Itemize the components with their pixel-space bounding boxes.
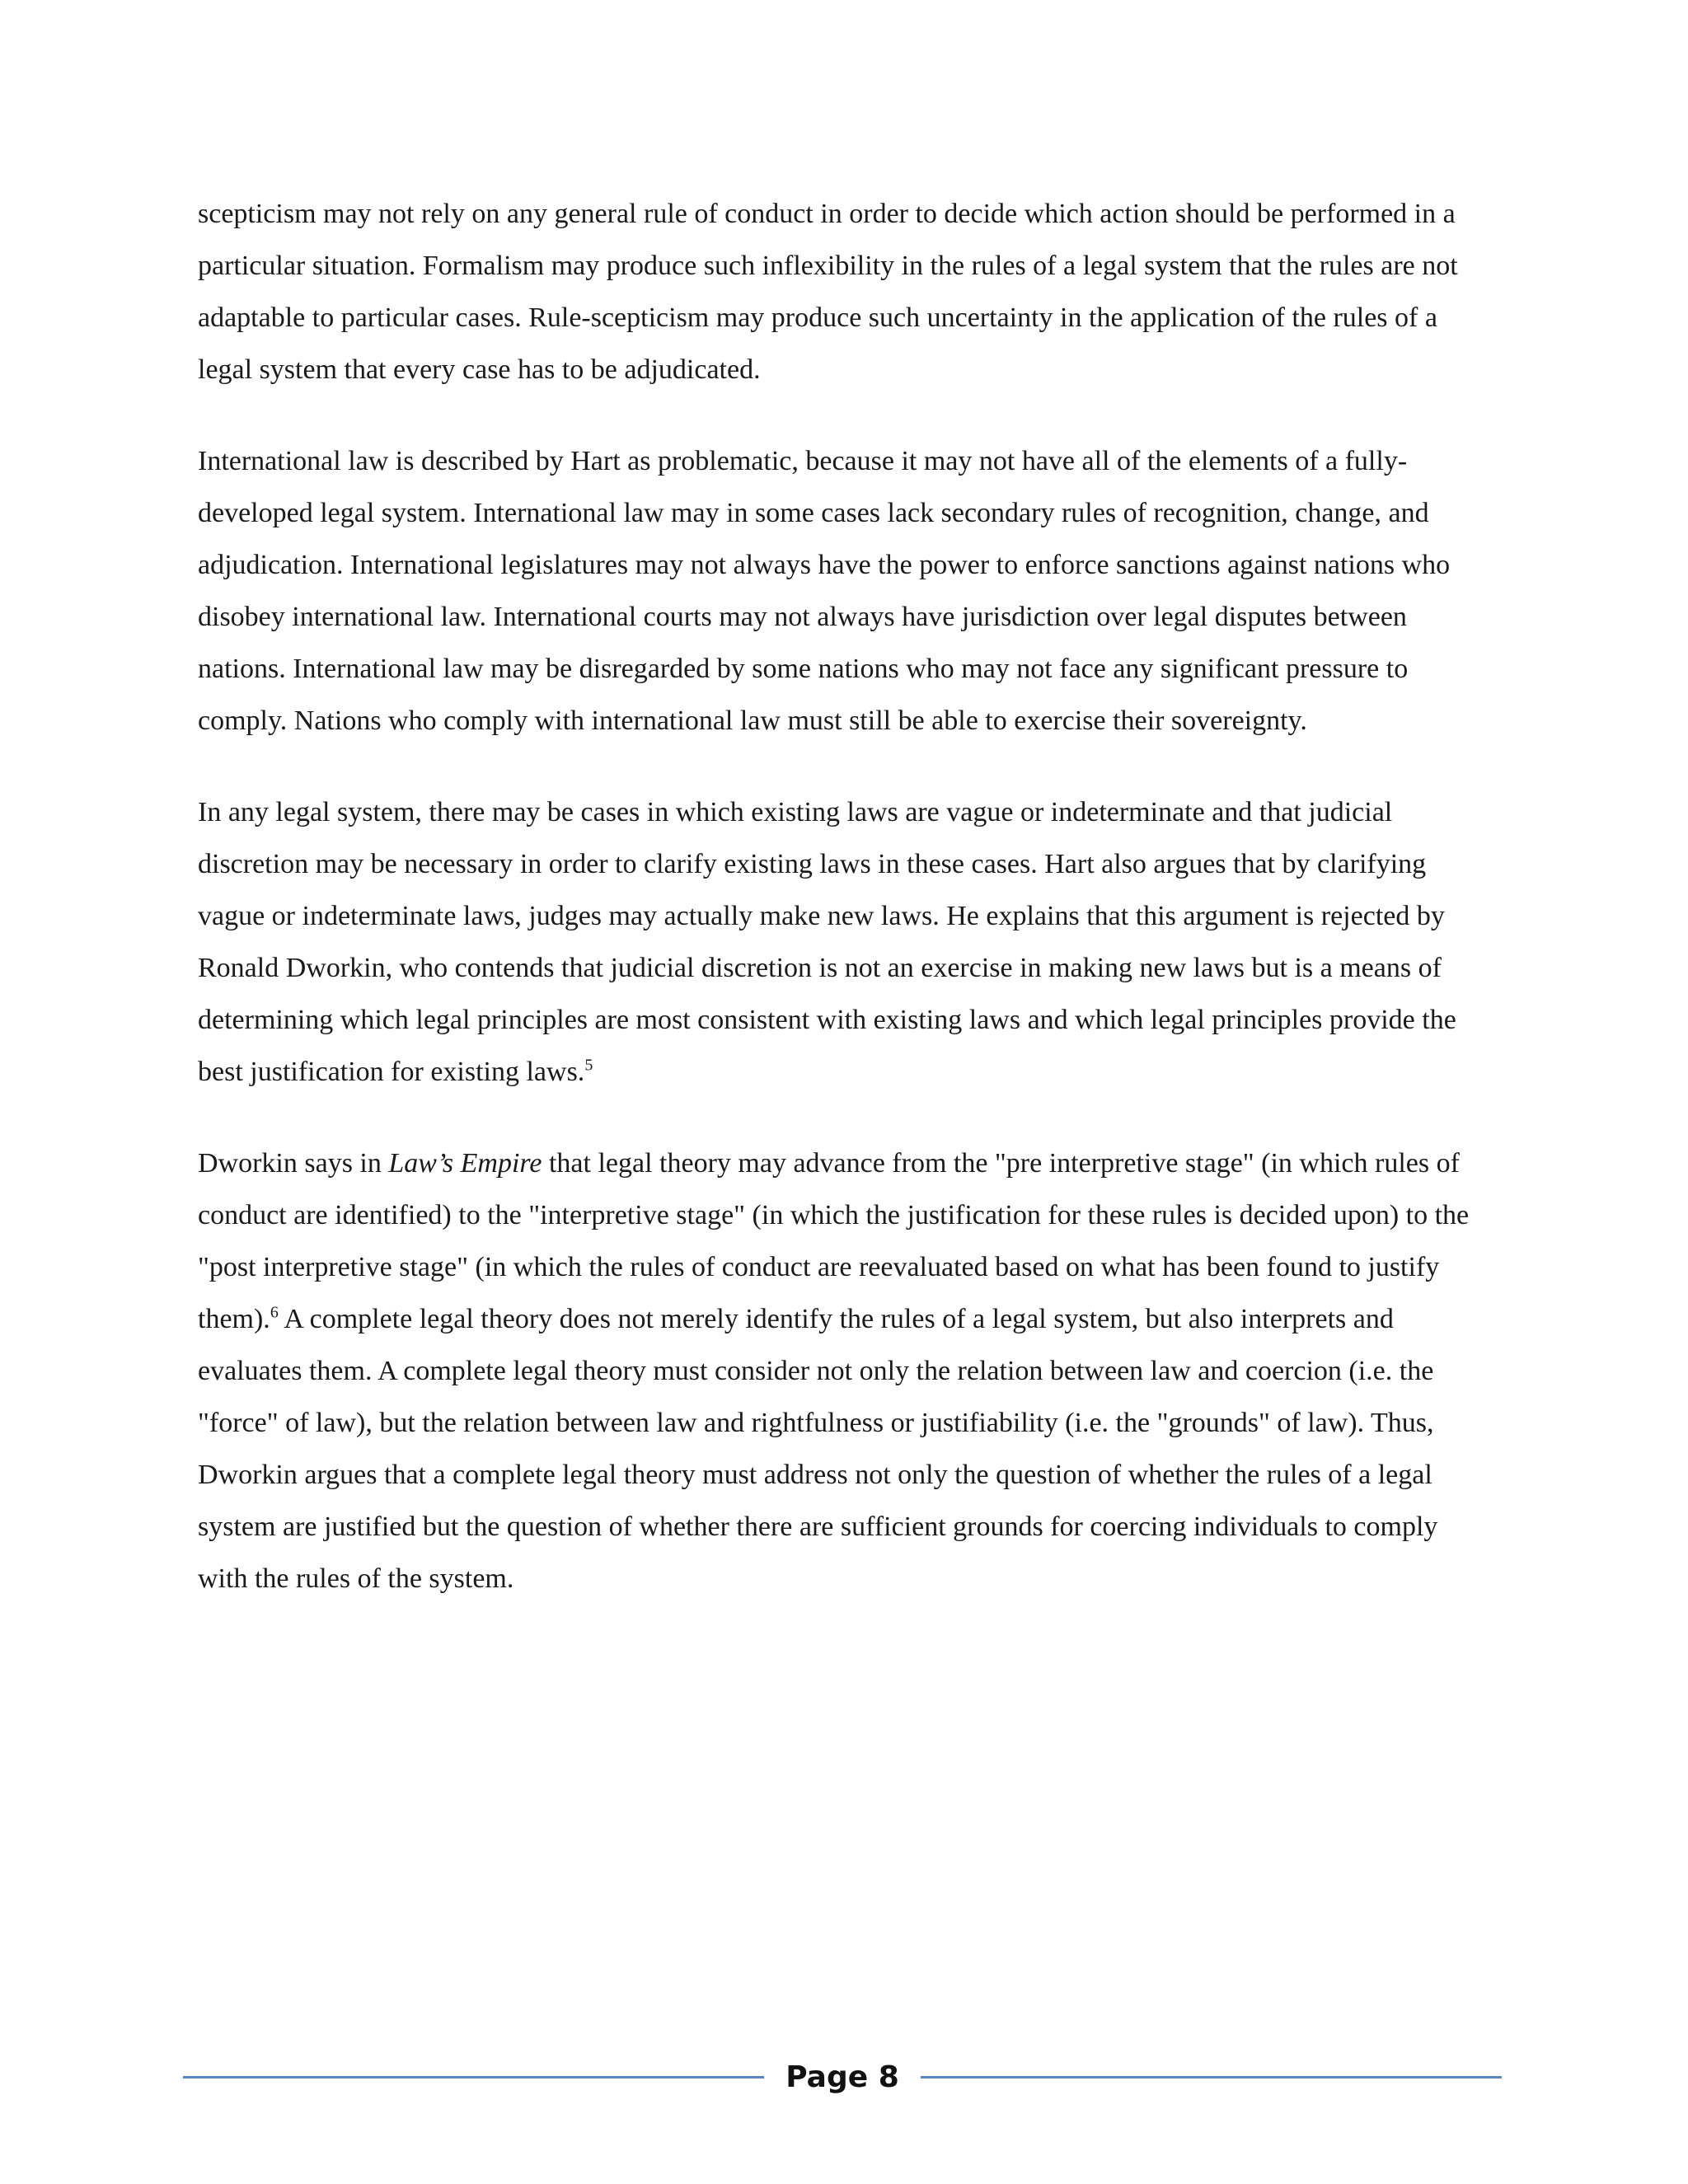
paragraph-3 [198,786,1484,1098]
footnote-marker-6[interactable]: 6 [270,1303,279,1322]
page-footer [183,2052,1502,2102]
footer-rule-right [921,2076,1502,2079]
footnote-marker-5[interactable]: 5 [584,1056,593,1075]
footer-rule-left [183,2076,764,2079]
paragraph-4-text-end: A complete legal theory does not merely identify the rules of a legal system, but also interprets and evaluates them. A complete legal theory must consider not only the relation between law and coercion (i.e. the "force" of law), but the relation between law and rightfulness or justifiability (i.e. the "grounds" of law). Thus, Dworkin argues that a complete legal theory must address not only the question of whether the rules of a legal system are justified but the question of whether there are sufficient grounds for coercing individuals to comply with the rules of the system. [198,1304,1438,1594]
book-title-laws-empire: Law’s Empire [388,1148,542,1179]
paragraph-4-text-middle: that legal theory may advance from the "pre interpretive stage" (in which rules of conduct are identified) to the "interpretive stage" (in which the justification for these rules is decided upon) to the "post interpretive stage" (in which the rules of conduct are reevaluated based on what has been found to justify them). [198,1148,1470,1334]
paragraph-2-text: International law is described by Hart as problematic, because it may not have all of the elements of a fully-developed legal system. International law may in some cases lack secondary rules of recognition, change, and adjudication. International legislatures may not always have the power to enforce sanctions against nations who disobey international law. International courts may not always have jurisdiction over legal disputes between nations. International law may be disregarded by some nations who may not face any significant pressure to comply. Nations who comply with international law must still be able to exercise their sovereignty. [198,446,1451,736]
paragraph-4 [198,1137,1484,1605]
paragraph-2 [198,435,1484,747]
paragraph-1 [198,188,1484,396]
paragraph-3-text: In any legal system, there may be cases in which existing laws are vague or indeterminate and that judicial discretion may be necessary in order to clarify existing laws in these cases. Hart also argues that by clarifying vague or indeterminate laws, judges may actually make new laws. He explains that this argument is rejected by Ronald Dworkin, who contends that judicial discretion is not an exercise in making new laws but is a means of determining which legal principles are most consistent with existing laws and which legal principles provide the best justification for existing laws. [198,797,1456,1087]
paragraph-1-text: scepticism may not rely on any general rule of conduct in order to decide which action should be performed in a particular situation. Formalism may produce such inflexibility in the rules of a legal system that the rules are not adaptable to particular cases. Rule-scepticism may produce such uncertainty in the application of the rules of a legal system that every case has to be adjudicated. [198,199,1458,385]
paragraph-4-text-start: Dworkin says in [198,1148,389,1179]
page-number: Page 8 [785,2060,899,2094]
body-text [198,188,1484,1644]
